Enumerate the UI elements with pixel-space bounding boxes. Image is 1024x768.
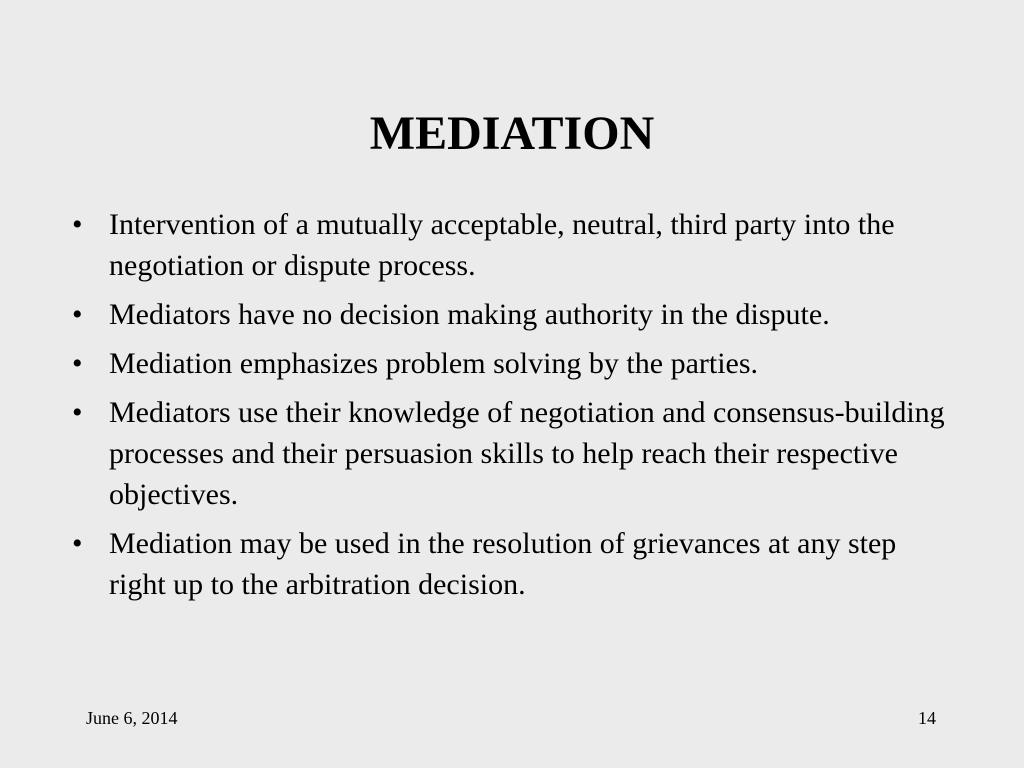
- page-number: 14: [918, 708, 936, 728]
- bullet-text: Mediation may be used in the resolution of grievances at any step right up to the arbitration decision.: [109, 527, 897, 601]
- bullet-list: [72, 204, 952, 613]
- footer-date: June 6, 2014: [86, 708, 178, 728]
- bullet-text: Mediation emphasizes problem solving by the parties.: [109, 347, 759, 380]
- bullet-text: Intervention of a mutually acceptable, neutral, third party into the negotiation or dispute process.: [109, 208, 895, 282]
- bullet-item: [72, 204, 952, 286]
- bullet-dot-icon: •: [72, 347, 83, 380]
- bullet-dot-icon: •: [72, 208, 83, 241]
- slide-title: MEDIATION: [369, 107, 655, 160]
- bullet-item: [72, 392, 952, 515]
- bullet-text: Mediators use their knowledge of negotiation and consensus-building processes and their persuasion skills to help reach their respective objectives.: [109, 396, 945, 511]
- bullet-item: [72, 523, 952, 605]
- bullet-text: Mediators have no decision making authority in the dispute.: [109, 298, 830, 331]
- bullet-dot-icon: •: [72, 298, 83, 331]
- bullet-dot-icon: •: [72, 527, 83, 560]
- bullet-dot-icon: •: [72, 396, 83, 429]
- bullet-item: [72, 294, 952, 335]
- bullet-item: [72, 343, 952, 384]
